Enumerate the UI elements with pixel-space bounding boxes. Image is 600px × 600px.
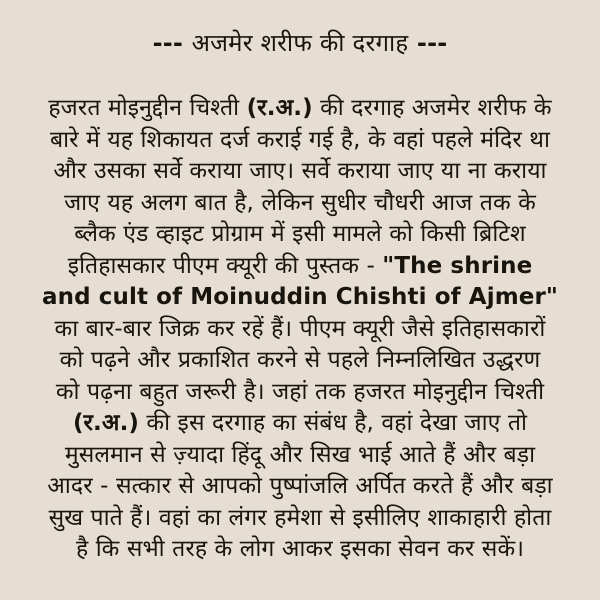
text-segment: को पढ़ना बहुत जरूरी है। जहां तक हजरत मोइनुद्दीन चिश्ती <box>55 378 545 405</box>
text-line <box>0 251 600 283</box>
bold-text-segment: and cult of Moinuddin Chishti of Ajmer" <box>42 284 558 310</box>
text-segment: है कि सभी तरह के लोग आकर इसका सेवन कर सकें। <box>75 536 525 562</box>
text-line <box>0 408 600 440</box>
text-segment: मुसलमान से ज़्यादा हिंदू और सिख भाई आते हैं और बड़ा <box>64 441 536 468</box>
text-segment: और उसका सर्वे कराया जाए। सर्वे कराया जाए या ना कराया <box>53 158 547 184</box>
bold-text-segment: (र.अ.) <box>72 410 140 436</box>
bold-text-segment: (र.अ.) <box>246 95 313 121</box>
text-line <box>0 534 600 566</box>
text-line <box>0 188 600 220</box>
text-line <box>0 345 600 377</box>
bold-text-segment: --- <box>152 29 192 57</box>
text-line <box>0 377 600 409</box>
text-line <box>0 125 600 157</box>
text-line <box>0 93 600 125</box>
text-line <box>0 219 600 251</box>
page-title <box>0 28 600 58</box>
text-segment: इतिहासकार पीएम क्यूरी की पुस्तक - <box>67 252 383 279</box>
text-segment: को पढ़ने और प्रकाशित करने से पहले निम्नलिखित उद्धरण <box>59 347 541 373</box>
bold-text-segment: "The shrine <box>382 252 533 279</box>
bold-text-segment: --- <box>408 29 448 57</box>
paragraph <box>0 93 600 566</box>
text-segment: आदर - सत्कार से आपको पुष्पांजलि अर्पित करते हैं और बड़ा <box>47 473 553 499</box>
text-segment: का बार-बार जिक्र कर रहें हैं। पीएम क्यूरी जैसे इतिहासकारों <box>54 315 546 342</box>
text-segment: की इस दरगाह का संबंध है, वहां देखा जाए तो <box>139 410 528 436</box>
text-segment: जाए यह अलग बात है, लेकिन सुधीर चौधरी आज तक के <box>64 189 536 216</box>
text-line <box>0 156 600 188</box>
text-line <box>0 314 600 346</box>
text-line <box>0 282 600 314</box>
text-segment: ब्लैक एंड व्हाइट प्रोग्राम में इसी मामले को किसी ब्रिटिश <box>74 221 526 247</box>
text-segment: अजमेर शरीफ की दरगाह <box>191 29 409 57</box>
text-line <box>0 471 600 503</box>
text-line <box>0 503 600 535</box>
text-segment: की दरगाह अजमेर शरीफ के <box>312 95 552 121</box>
text-segment: हजरत मोइनुद्दीन चिश्ती <box>48 95 247 121</box>
text-segment: बारे में यह शिकायत दर्ज कराई गई है, के वहां पहले मंदिर था <box>49 126 551 153</box>
text-line <box>0 440 600 472</box>
text-segment: सुख पाते हैं। वहां का लंगर हमेशा से इसीलिए शाकाहारी होता <box>48 504 552 531</box>
